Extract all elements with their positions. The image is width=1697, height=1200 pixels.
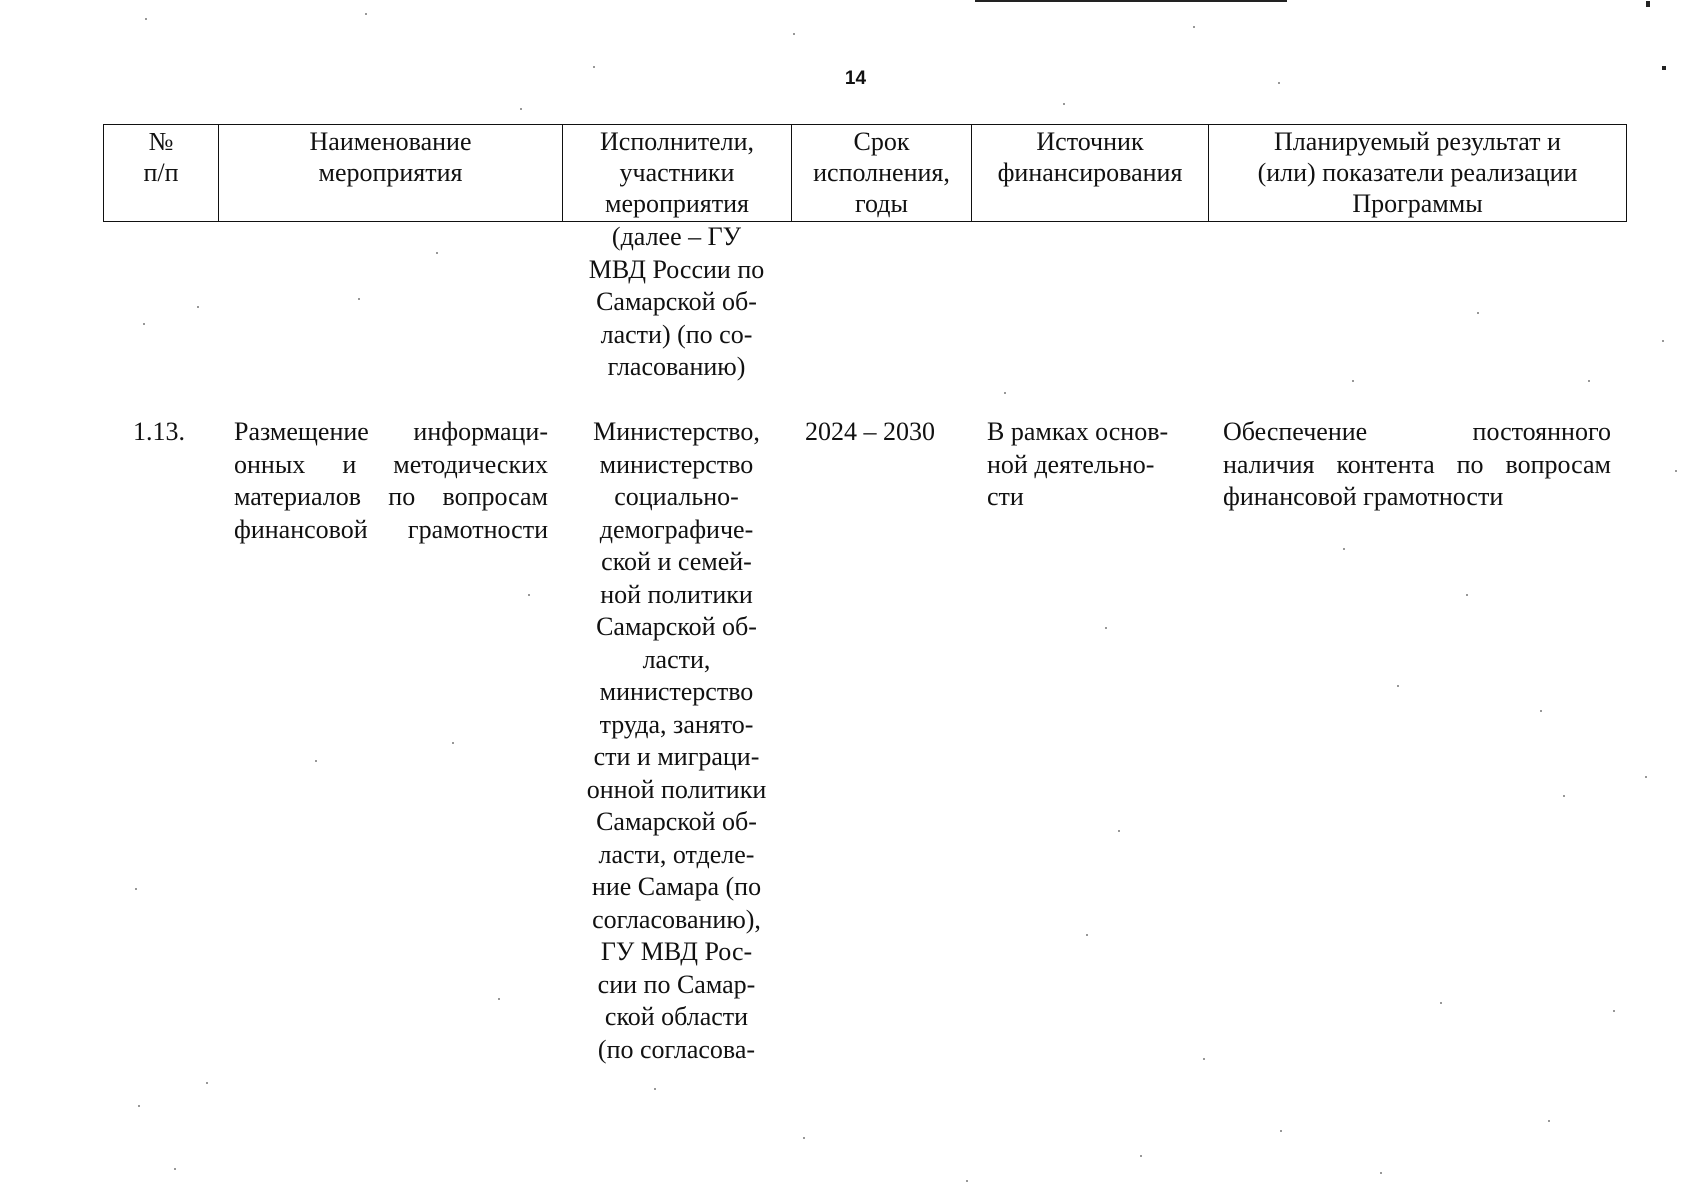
cell-line: гласованию): [607, 352, 746, 381]
scan-dot: [143, 323, 145, 325]
cell-line: Обеспечение постоянного: [1223, 417, 1611, 446]
scan-dot: [1193, 26, 1195, 28]
scan-dot: [436, 252, 438, 254]
scan-dot: [1086, 934, 1088, 936]
cell-line: В рамках основ-: [987, 417, 1169, 446]
scan-dot: [1466, 594, 1468, 596]
header-line: Срок: [853, 127, 910, 156]
header-line: №: [148, 127, 174, 156]
cell-line: министерство: [599, 449, 754, 479]
scan-dot: [1140, 1155, 1142, 1157]
header-line: мероприятия: [318, 158, 463, 187]
cell-line: (далее – ГУ: [611, 222, 742, 251]
scan-dot: [966, 1180, 968, 1182]
cell-line: Самарской об-: [596, 612, 757, 641]
cell-line: ной деятельно-: [987, 449, 1155, 479]
cell-line: ласти, отделе-: [598, 839, 755, 869]
scan-dot: [793, 33, 795, 35]
scan-dot: [1477, 312, 1479, 314]
scan-dot: [1613, 1010, 1615, 1012]
header-line: (или) показатели реализации: [1257, 158, 1578, 187]
header-number: [104, 125, 219, 222]
row-planned-result: [1223, 416, 1611, 514]
header-line: мероприятия: [604, 189, 749, 218]
header-executors: [563, 125, 792, 222]
scan-dot: [1063, 103, 1065, 105]
header-result: [1209, 125, 1627, 222]
scan-dot: [498, 998, 500, 1000]
scan-dot: [197, 306, 199, 308]
row-event-name: [234, 416, 548, 546]
cell-line: МВД России по: [588, 254, 765, 284]
scan-dot: [1540, 710, 1542, 712]
scan-dot: [315, 760, 317, 762]
cell-line: труда, занято-: [599, 709, 754, 739]
row-number: 1.13.: [133, 417, 185, 446]
header-term: [792, 125, 972, 222]
row-funding-source: [987, 416, 1192, 514]
header-line: финансирования: [997, 158, 1183, 187]
cell-line: онной политики: [586, 774, 767, 804]
scan-dot: [1105, 627, 1107, 629]
cell-line: (по согласова-: [597, 1034, 756, 1064]
scan-dot: [1548, 1120, 1550, 1122]
cell-line: финансовой грамотности: [234, 514, 548, 544]
cell-line: ГУ МВД Рос-: [600, 937, 753, 966]
header-line: годы: [855, 189, 908, 218]
scan-dot: [138, 1105, 140, 1107]
cell-line: финансовой грамотности: [1223, 482, 1504, 511]
header-source: [972, 125, 1209, 222]
scan-dot: [1343, 548, 1345, 550]
scan-dot: [1588, 380, 1590, 382]
scan-dot: [1352, 380, 1354, 382]
cell-line: ской области: [604, 1002, 749, 1031]
scan-dot: [145, 18, 147, 20]
scan-dot: [593, 66, 595, 68]
scan-mark: [1646, 1, 1650, 7]
cell-line: материалов по вопросам: [234, 482, 548, 511]
scan-dot: [1280, 1130, 1282, 1132]
cell-line: Самарской об-: [596, 807, 757, 836]
scan-dot: [528, 594, 530, 596]
cell-line: сти: [987, 482, 1024, 511]
header-line: Программы: [1352, 189, 1483, 218]
cell-line: ной политики: [600, 579, 753, 609]
header-line: исполнения,: [813, 158, 950, 187]
scan-dot: [1004, 392, 1006, 394]
row-executors: [578, 416, 775, 1066]
scan-mark: [975, 0, 1287, 2]
scan-dot: [1675, 470, 1677, 472]
scan-dot: [1563, 795, 1565, 797]
cell-line: наличия контента по вопросам: [1223, 449, 1611, 479]
row-term: 2024 – 2030: [805, 417, 935, 446]
header-line: Планируемый результат и: [1274, 127, 1561, 156]
scan-dot: [1645, 776, 1647, 778]
cell-line: социально-: [614, 482, 739, 511]
cell-line: Министерство,: [593, 417, 760, 446]
scan-dot: [1662, 340, 1664, 342]
scan-dot: [1397, 685, 1399, 687]
header-line: Источник: [1036, 127, 1144, 156]
scan-dot: [174, 1168, 176, 1170]
cell-line: Самарской об-: [596, 287, 757, 316]
header-row: [104, 125, 1627, 222]
table-header: [103, 124, 1627, 222]
cell-line: ской и семей-: [601, 547, 752, 576]
cell-line: онных и методических: [234, 449, 548, 479]
page-number: 14: [844, 68, 867, 89]
cell-line: ласти,: [642, 644, 711, 674]
header-line: участники: [619, 158, 735, 187]
continued-executors-cell: [578, 221, 775, 384]
cell-line: сти и миграци-: [593, 742, 760, 771]
scan-dot: [520, 108, 522, 110]
scan-dot: [365, 13, 367, 15]
scan-dot: [1440, 1002, 1442, 1004]
scan-dot: [1278, 82, 1280, 84]
header-line: Наименование: [309, 127, 472, 156]
scan-dot: [452, 742, 454, 744]
header-line: п/п: [143, 158, 179, 187]
header-line: Исполнители,: [600, 127, 754, 156]
cell-line: министерство: [599, 677, 754, 706]
scan-dot: [1118, 830, 1120, 832]
scan-dot: [358, 298, 360, 300]
cell-line: ние Самара (по: [591, 872, 762, 901]
header-name: [219, 125, 563, 222]
scan-dot: [654, 1088, 656, 1090]
scan-dot: [1380, 1172, 1382, 1174]
cell-line: сии по Самар-: [597, 969, 756, 999]
cell-line: Размещение информаци-: [234, 417, 548, 446]
scan-dot: [135, 888, 137, 890]
cell-line: демографиче-: [599, 514, 754, 544]
cell-line: ласти) (по со-: [600, 319, 753, 349]
scan-dot: [1203, 1058, 1205, 1060]
scan-dot: [206, 1082, 208, 1084]
scan-dot: [803, 1137, 805, 1139]
cell-line: согласованию),: [592, 904, 761, 934]
scan-mark: [1662, 66, 1666, 70]
